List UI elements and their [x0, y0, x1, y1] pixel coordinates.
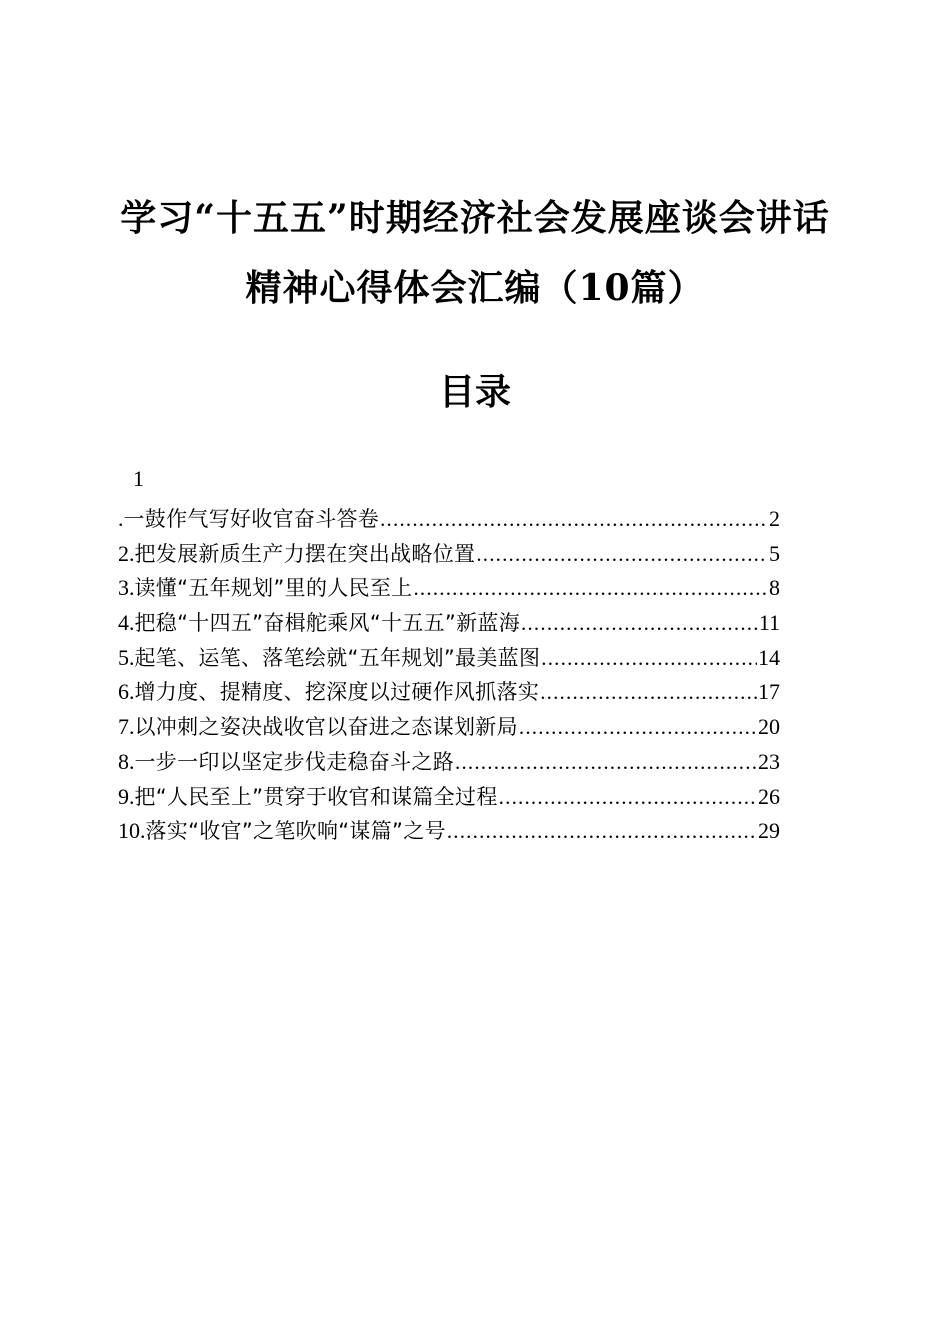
toc-entry-title: 一步一印以坚定步伐走稳奋斗之路 — [134, 749, 454, 774]
toc-leader-dots — [413, 571, 768, 606]
toc-entry[interactable] — [118, 641, 780, 676]
toc-entry[interactable] — [118, 571, 780, 606]
toc-lead-number: 1 — [133, 466, 144, 491]
toc-entry-title: 起笔、运笔、落笔绘就“五年规划”最美蓝图 — [134, 645, 541, 670]
toc-entry[interactable] — [118, 675, 780, 710]
toc-entry-page: 11 — [758, 610, 780, 636]
toc-leader-dots — [380, 502, 768, 537]
document-title-line2: 精神心得体会汇编（10篇） — [245, 267, 705, 309]
toc-leader-dots — [447, 814, 757, 849]
toc-entry-number: 2. — [118, 540, 135, 566]
document-title-line1: 学习“十五五”时期经济社会发展座谈会讲话 — [120, 197, 830, 239]
toc-leader-dots — [519, 710, 757, 745]
toc-leader-dots — [540, 675, 757, 710]
toc-entry-page: 26 — [758, 783, 780, 809]
toc-entry[interactable] — [118, 502, 780, 537]
toc-entry[interactable] — [118, 710, 780, 745]
toc-entry-page: 29 — [758, 818, 780, 844]
toc-entry-page: 17 — [758, 679, 780, 705]
toc-entry-page: 20 — [758, 714, 780, 740]
toc-entry-title: 把稳“十四五”奋楫舵乘风“十五五”新蓝海 — [134, 611, 521, 636]
toc-entry-number: 4. — [118, 610, 135, 636]
toc-leader-dots — [521, 606, 758, 641]
toc-entry-title: 落实“收官”之笔吹响“谋篇”之号 — [145, 819, 446, 844]
toc-entry-title: 一鼓作气写好收官奋斗答卷 — [123, 507, 380, 531]
table-of-contents — [118, 502, 780, 849]
toc-entry[interactable] — [118, 537, 780, 572]
toc-entry[interactable] — [118, 814, 780, 849]
toc-entry-title: 把发展新质生产力摆在突出战略位置 — [134, 541, 476, 566]
toc-leader-dots — [476, 537, 768, 572]
toc-leader-dots — [455, 745, 757, 780]
toc-entry-number: . — [118, 506, 124, 531]
toc-entry-title: 读懂“五年规划”里的人民至上 — [134, 576, 413, 601]
toc-heading: 目录 — [438, 371, 511, 413]
toc-leader-dots — [541, 641, 757, 676]
toc-entry-title: 把“人民至上”贯穿于收官和谋篇全过程 — [134, 784, 498, 809]
toc-leader-dots — [499, 780, 757, 815]
toc-entry-title: 增力度、提精度、挖深度以过硬作风抓落实 — [134, 680, 540, 705]
toc-entry-number: 7. — [118, 714, 135, 740]
toc-entry-number: 10. — [118, 818, 146, 844]
toc-entry[interactable] — [118, 745, 780, 780]
toc-entry-number: 9. — [118, 783, 135, 809]
toc-entry-page: 14 — [758, 644, 780, 670]
toc-entry-page: 23 — [758, 748, 780, 774]
toc-entry-number: 6. — [118, 679, 135, 705]
toc-entry-page: 8 — [769, 575, 780, 601]
toc-entry-page: 2 — [769, 506, 780, 531]
toc-entry[interactable] — [118, 780, 780, 815]
toc-entry-title: 以冲刺之姿决战收官以奋进之态谋划新局 — [134, 715, 518, 740]
toc-entry-number: 8. — [118, 748, 135, 774]
toc-entry-number: 3. — [118, 575, 135, 601]
toc-entry-number: 5. — [118, 644, 135, 670]
toc-entry[interactable] — [118, 606, 780, 641]
toc-entry-page: 5 — [769, 540, 780, 566]
